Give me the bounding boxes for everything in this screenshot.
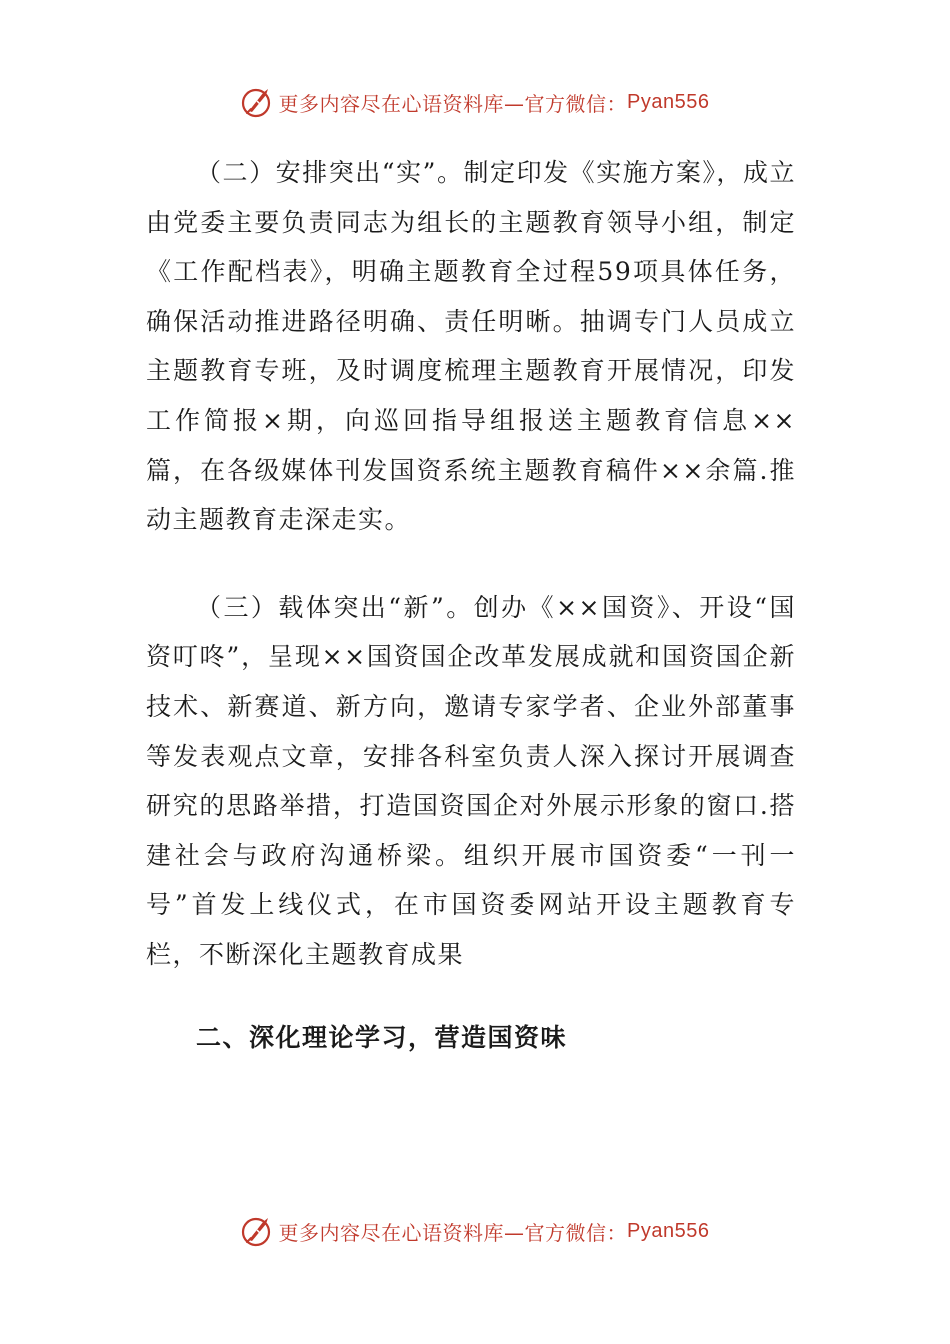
- paragraph-arrangement: （二）安排突出“实”。制定印发《实施方案》，成立由党委主要负责同志为组长的主题教育领导小组，制定《工作配档表》，明确主题教育全过程59项具体任务，确保活动推进路径明确、责任明晰。抽调专门人员成立主题教育专班，及时调度梳理主题教育开展情况，印发工作简报×期，向巡回指导组报送主题教育信息××篇，在各级媒体刊发国资系统主题教育稿件××余篇.推动主题教育走深走实。: [146, 158, 796, 535]
- pen-seal-icon: [241, 1214, 275, 1248]
- watermark-banner-bottom: [0, 1211, 950, 1251]
- watermark-text: 更多内容尽在心语资料库—官方微信：: [278, 1220, 628, 1245]
- document-body: [146, 148, 796, 980]
- paragraph-carrier: （三）载体突出“新”。创办《××国资》、开设“国资叮咚”，呈现××国资国企改革发展成就和国资国企新技术、新赛道、新方向，邀请专家学者、企业外部董事等发表观点文章，安排各科室负责人深入探讨开展调查研究的思路举措，打造国资国企对外展示形象的窗口.搭建社会与政府沟通桥梁。组织开展市国资委“一刊一号”首发上线仪式，在市国资委网站开设主题教育专栏，不断深化主题教育成果: [146, 592, 796, 969]
- pen-seal-icon: [241, 85, 275, 119]
- watermark-banner-top: [0, 82, 950, 122]
- section-heading: 二、深化理论学习，营造国资味: [196, 1023, 568, 1052]
- watermark-contact: Pyan556: [627, 90, 710, 113]
- watermark-contact: Pyan556: [627, 1219, 710, 1242]
- watermark-text: 更多内容尽在心语资料库—官方微信：: [278, 91, 628, 116]
